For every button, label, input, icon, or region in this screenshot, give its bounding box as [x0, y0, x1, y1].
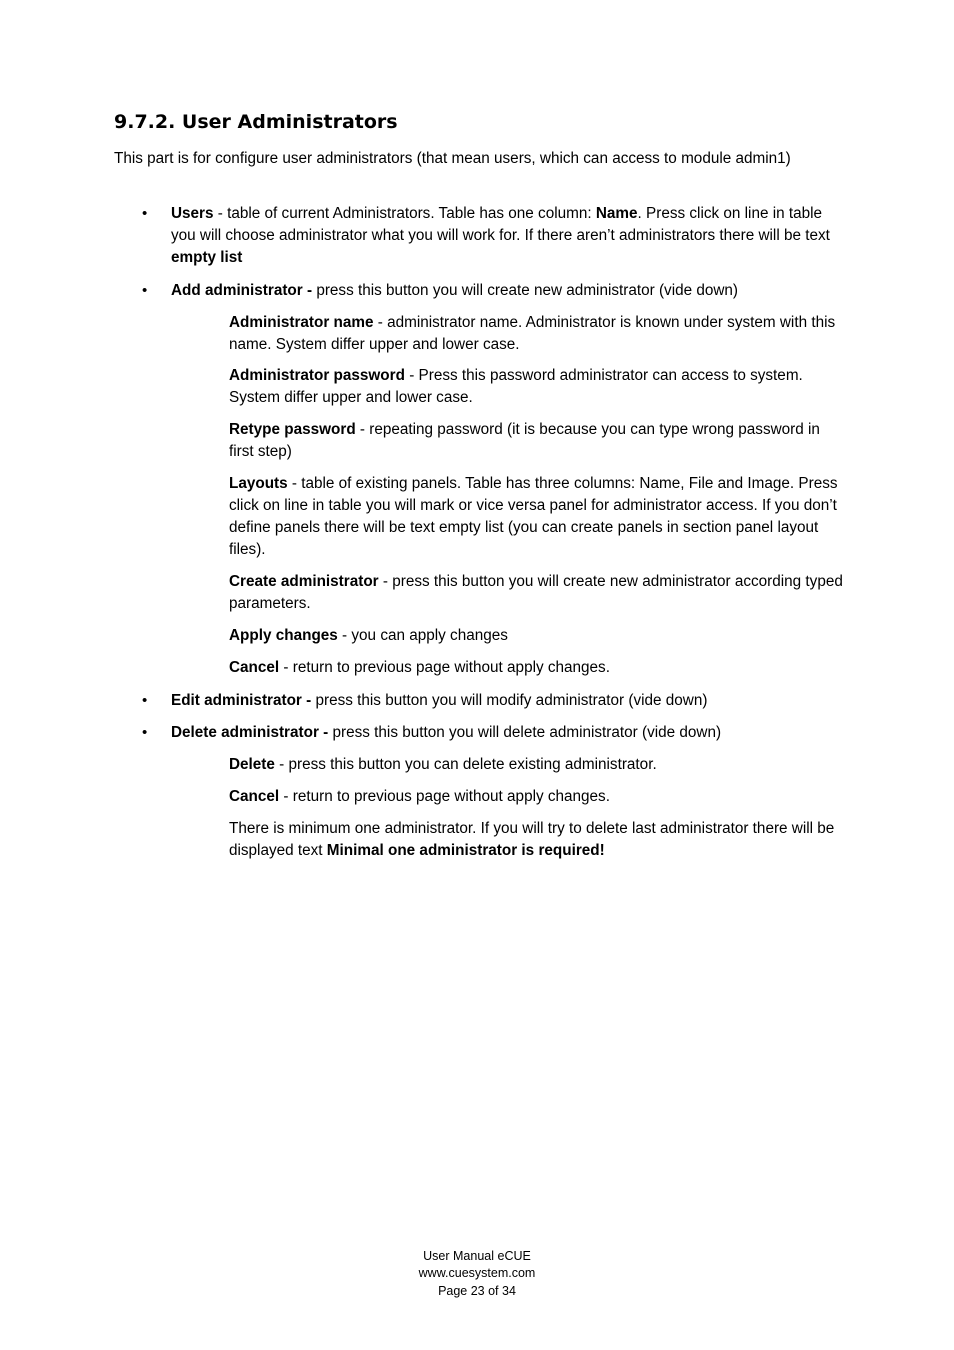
intro-paragraph: This part is for configure user administrators (that mean users, which can access to module admin1) — [114, 150, 791, 167]
sub-item-administrator-password: Administrator password - Press this password administrator can access to system. System differ upper and lower case. — [229, 367, 803, 406]
sub-item-cancel: Cancel - return to previous page without apply changes. — [229, 659, 610, 676]
sub-item-layouts: Layouts - table of existing panels. Table has three columns: Name, File and Image. Press click on line in table you will mark or vice versa panel for administrator access. If you don’t define panels there will be text empty list (you can create panels in section panel layout files). — [229, 475, 838, 558]
bullet-edit-administrator: Edit administrator - press this button you will modify administrator (vide down) — [171, 692, 708, 709]
bullet-dot: • — [142, 692, 148, 709]
footer-manual-title: User Manual eCUE — [423, 1249, 531, 1263]
footer-website: www.cuesystem.com — [418, 1266, 536, 1280]
bullet-users: Users - table of current Administrators. Table has one column: Name. Press click on line in table you will choose administrator what you will work for. If there aren’t administrators there will be text empty list — [171, 205, 830, 266]
section-heading: 9.7.2. User Administrators — [114, 111, 398, 133]
minimum-administrator-note: There is minimum one administrator. If you will try to delete last administrator there will be displayed text Minimal one administrator is required! — [229, 820, 835, 859]
sub-item-delete: Delete - press this button you can delete existing administrator. — [229, 756, 657, 773]
bullet-dot: • — [142, 205, 148, 222]
bullet-dot: • — [142, 724, 148, 741]
sub-item-apply-changes: Apply changes - you can apply changes — [229, 627, 508, 644]
sub-item-retype-password: Retype password - repeating password (it is because you can type wrong password in first step) — [229, 421, 820, 460]
footer-page-number: Page 23 of 34 — [438, 1284, 516, 1298]
bullet-dot: • — [142, 282, 148, 299]
sub-item-administrator-name: Administrator name - administrator name. Administrator is known under system with this name. System differ upper and lower case. — [229, 314, 836, 353]
bullet-add-administrator: Add administrator - press this button you will create new administrator (vide down) — [171, 282, 739, 299]
sub-item-create-administrator: Create administrator - press this button you will create new administrator according typed parameters. — [229, 573, 843, 612]
bullet-delete-administrator: Delete administrator - press this button you will delete administrator (vide down) — [171, 724, 722, 741]
term-users: Users — [171, 205, 214, 222]
sub-item-cancel: Cancel - return to previous page without apply changes. — [229, 788, 610, 805]
